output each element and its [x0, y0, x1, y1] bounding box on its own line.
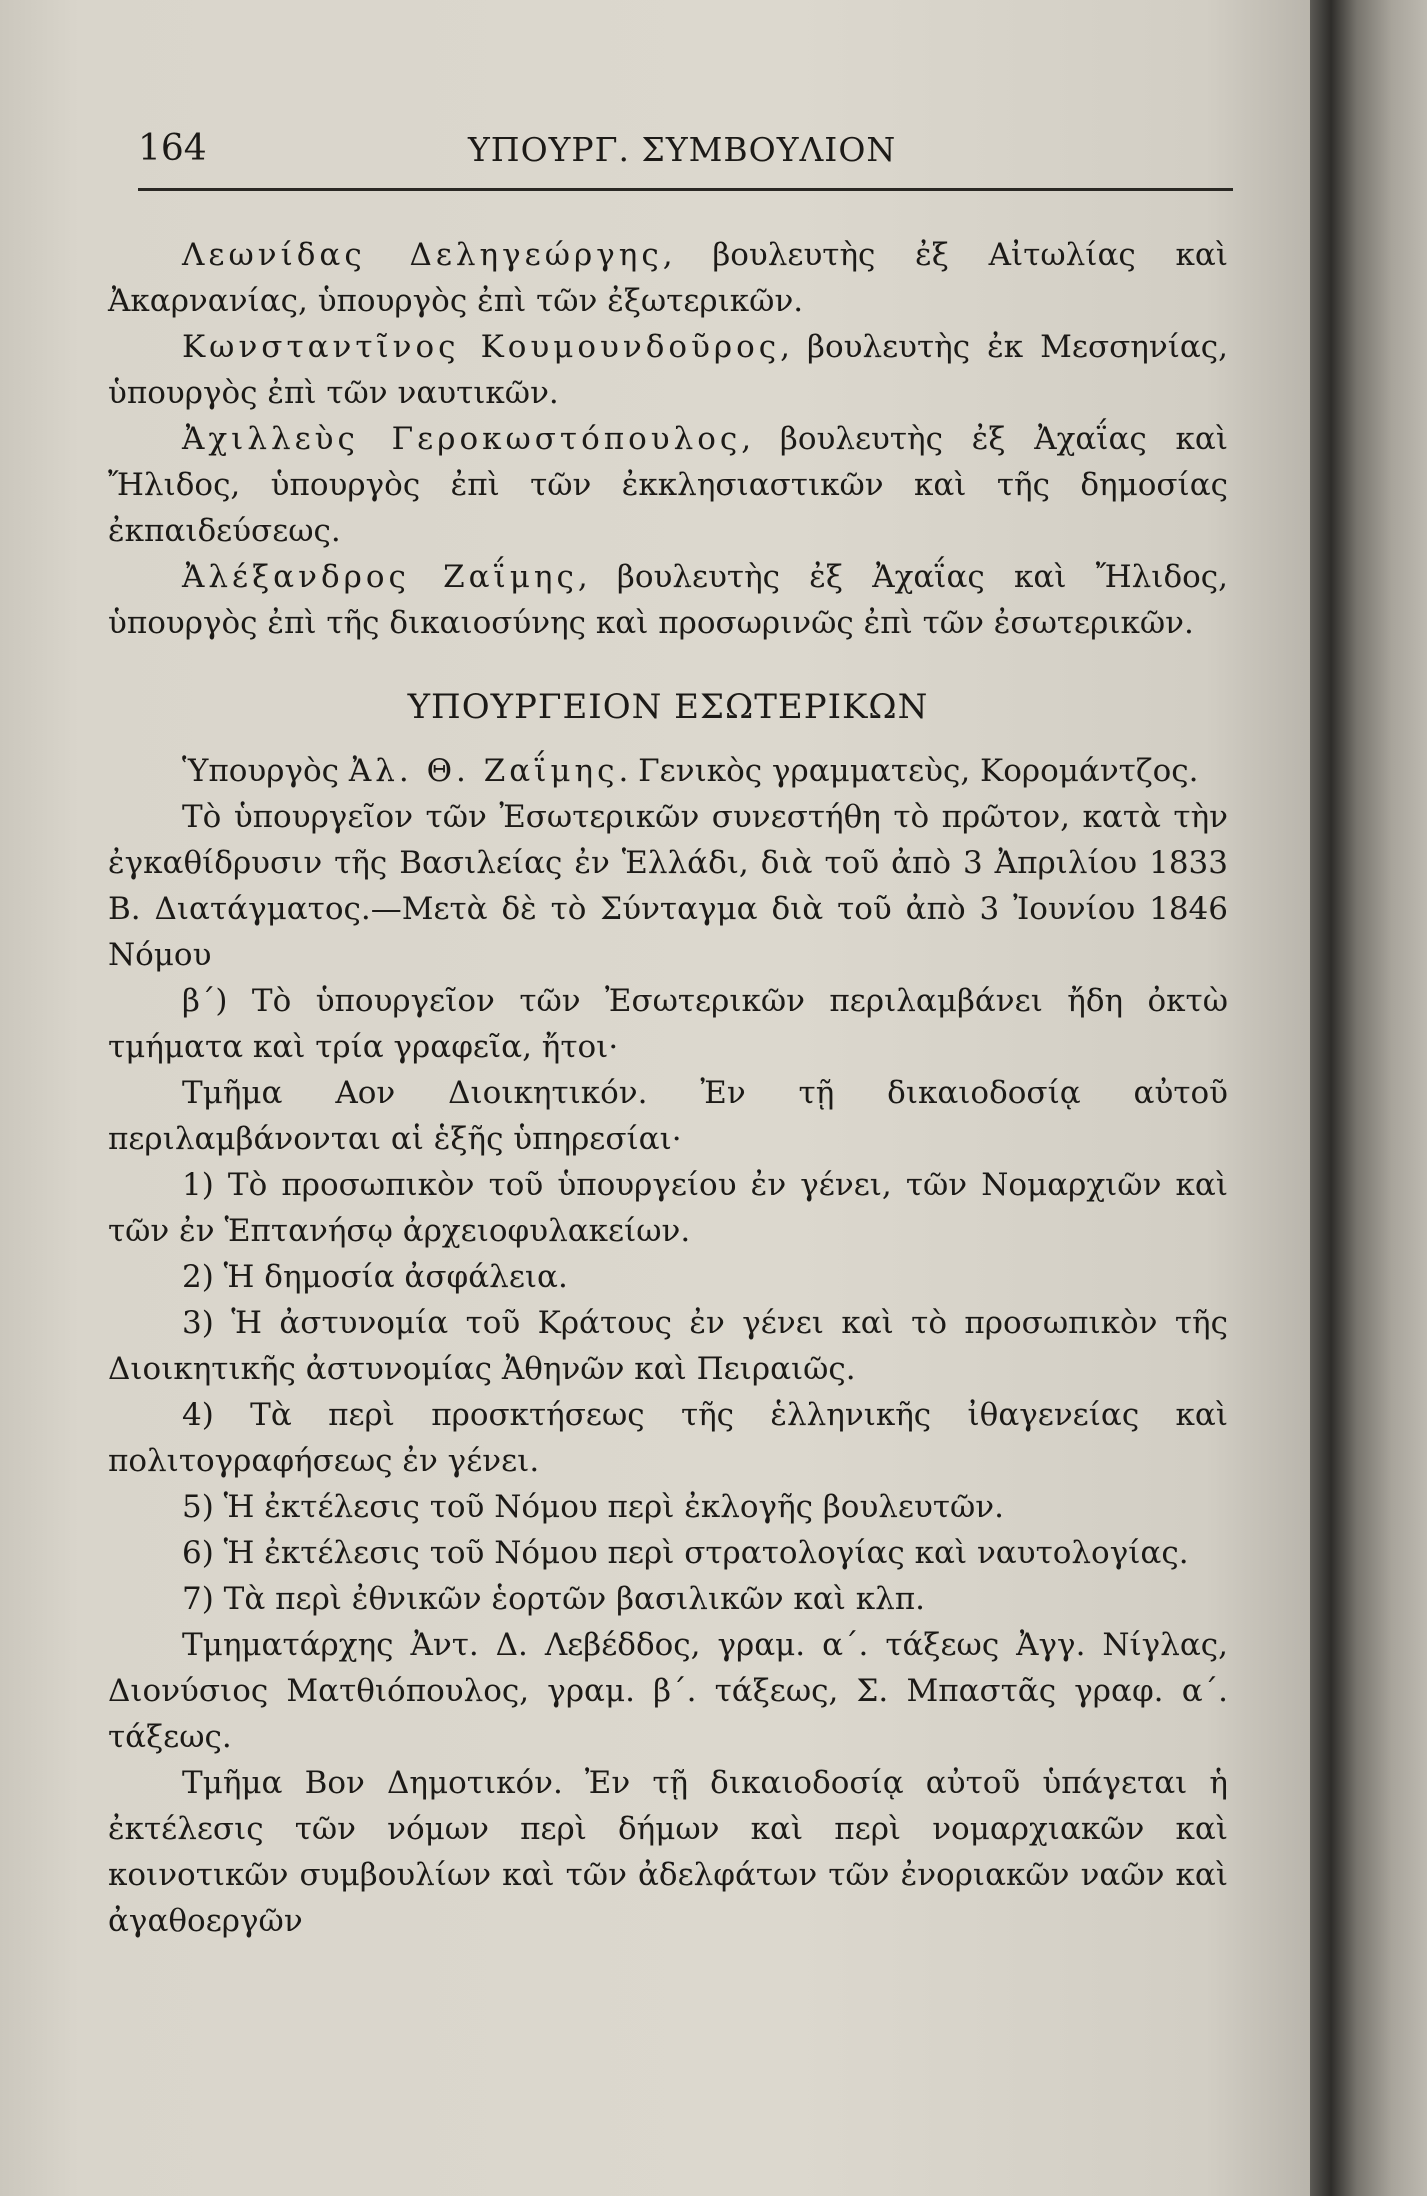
paragraph-history: Τὸ ὑπουργεῖον τῶν Ἐσωτερικῶν συνεστήθη τὸ πρῶτον, κατὰ τὴν ἐγκαθίδρυσιν τῆς Βασιλείας ἐν Ἑλλάδι, διὰ τοῦ ἀπὸ 3 Ἀπριλίου 1833 Β. Διατάγματος.—Μετὰ δὲ τὸ Σύνταγμα διὰ τοῦ ἀπὸ 3 Ἰουνίου 1846 Νόμου	[108, 799, 1228, 973]
paragraph-staff: Τμηματάρχης Ἀντ. Δ. Λεβέδδος, γραμ. α΄. τάξεως Ἀγγ. Νίγλας, Διονύσιος Ματθιόπουλος, γραμ. β΄. τάξεως, Σ. Μπαστᾶς γραφ. α΄. τάξεως.	[108, 1627, 1228, 1755]
minister-name: Λεωνίδας Δεληγεώργης	[182, 237, 663, 273]
section-minister-line	[108, 748, 1228, 794]
list-item: 5) Ἡ ἐκτέλεσις τοῦ Νόμου περὶ ἐκλογῆς βουλευτῶν.	[182, 1489, 1004, 1525]
list-item: 6) Ἡ ἐκτέλεσις τοῦ Νόμου περὶ στρατολογίας καὶ ναυτολογίας.	[182, 1535, 1189, 1571]
minister-description: , βουλευτὴς ἐκ Μεσσηνίας, ὑπουργὸς ἐπὶ τῶν ναυτικῶν.	[108, 329, 1229, 411]
page-number: 164	[138, 128, 207, 169]
paragraph-department-a: Τμῆμα Αον Διοικητικόν. Ἐν τῇ δικαιοδοσίᾳ αὐτοῦ περιλαμβάνονται αἱ ἑξῆς ὑπηρεσίαι·	[108, 1075, 1228, 1157]
section-heading: ΥΠΟΥΡΓΕΙΟΝ ΕΣΩΤΕΡΙΚΩΝ	[407, 687, 929, 727]
minister-entry	[108, 324, 1228, 416]
minister-description: , βουλευτὴς ἐξ Ἀχαΐας καὶ Ἤλιδος, ὑπουργὸς ἐπὶ τῆς δικαιοσύνης καὶ προσωρινῶς ἐπὶ τῶν ἐσωτερικῶν.	[108, 559, 1228, 641]
section-minister-name: Ἀλ. Θ. Ζαΐμης	[348, 753, 619, 789]
header-rule	[138, 188, 1233, 191]
running-title: ΥΠΟΥΡΓ. ΣΥΜΒΟΥΛΙΟΝ	[468, 130, 897, 169]
list-item: 7) Τὰ περὶ ἐθνικῶν ἑορτῶν βασιλικῶν καὶ κλπ.	[182, 1581, 926, 1617]
list-item: 2) Ἡ δημοσία ἀσφάλεια.	[182, 1259, 568, 1295]
minister-description: , βουλευτὴς ἐξ Αἰτωλίας καὶ Ἀκαρνανίας, ὑπουργὸς ἐπὶ τῶν ἐξωτερικῶν.	[108, 237, 1228, 319]
minister-suffix: . Γενικὸς γραμματεὺς, Κορομάντζος.	[618, 753, 1199, 789]
page-header	[138, 128, 1238, 188]
page-body	[108, 232, 1228, 1944]
minister-name: Ἀχιλλεὺς Γεροκωστόπουλος	[182, 421, 742, 457]
paragraph-departments: β΄) Τὸ ὑπουργεῖον τῶν Ἐσωτερικῶν περιλαμβάνει ἤδη ὀκτὼ τμήματα καὶ τρία γραφεῖα, ἤτοι·	[108, 983, 1228, 1065]
minister-entry	[108, 232, 1228, 324]
list-item: 3) Ἡ ἀστυνομία τοῦ Κράτους ἐν γένει καὶ τὸ προσωπικὸν τῆς Διοικητικῆς ἀστυνομίας Ἀθηνῶν καὶ Πειραιῶς.	[108, 1305, 1228, 1387]
paragraph-department-b: Τμῆμα Βον Δημοτικόν. Ἐν τῇ δικαιοδοσίᾳ αὐτοῦ ὑπάγεται ἡ ἐκτέλεσις τῶν νόμων περὶ δήμων καὶ περὶ νομαρχιακῶν καὶ κοινοτικῶν συμβουλίων καὶ τῶν ἀδελφάτων τῶν ἐνοριακῶν ναῶν καὶ ἀγαθοεργῶν	[108, 1765, 1228, 1939]
list-item: 1) Τὸ προσωπικὸν τοῦ ὑπουργείου ἐν γένει, τῶν Νομαρχιῶν καὶ τῶν ἐν Ἑπτανήσῳ ἀρχειοφυλακείων.	[108, 1167, 1228, 1249]
book-gutter	[1310, 0, 1427, 2196]
minister-prefix: Ὑπουργὸς	[182, 753, 340, 789]
minister-name: Ἀλέξανδρος Ζαΐμης	[182, 559, 578, 595]
list-item: 4) Τὰ περὶ προσκτήσεως τῆς ἑλληνικῆς ἰθαγενείας καὶ πολιτογραφήσεως ἐν γένει.	[108, 1397, 1228, 1479]
minister-entry	[108, 416, 1228, 554]
minister-name: Κωνσταντῖνος Κουμουνδοῦρος	[182, 329, 781, 365]
minister-description: , βουλευτὴς ἐξ Ἀχαΐας καὶ Ἤλιδος, ὑπουργὸς ἐπὶ τῶν ἐκκλησιαστικῶν καὶ τῆς δημοσίας ἐκπαιδεύσεως.	[108, 421, 1228, 549]
minister-entry	[108, 554, 1228, 646]
